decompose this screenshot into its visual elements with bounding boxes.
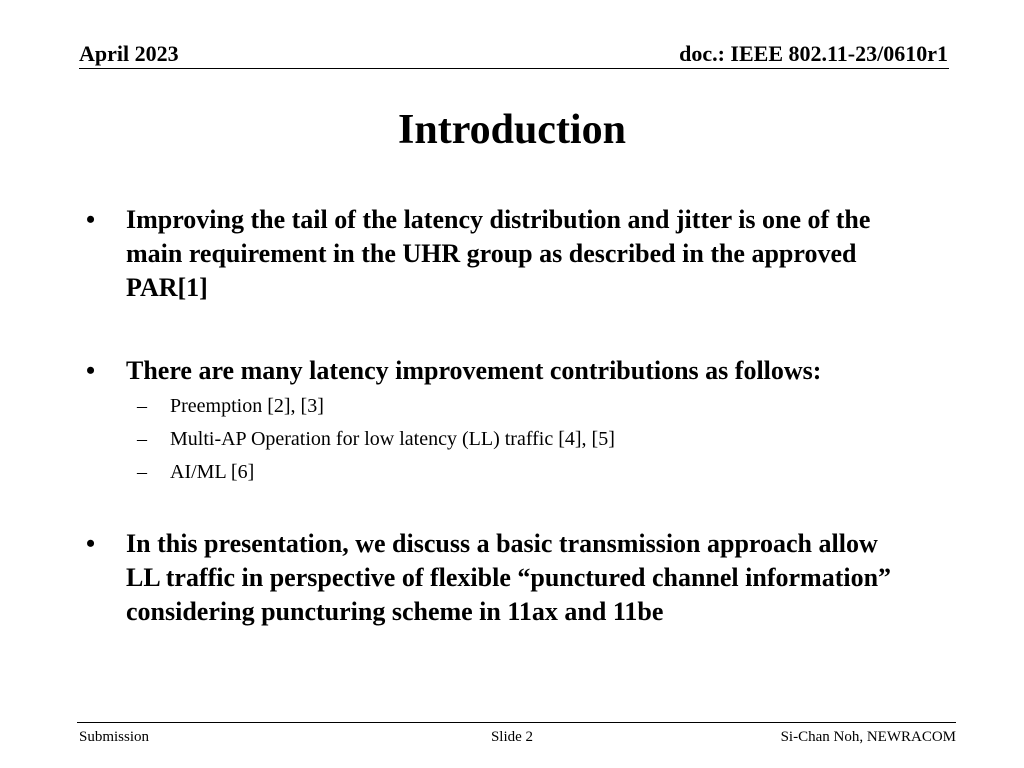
sub-item-dash: – [137, 461, 147, 483]
sub-item-dash: – [137, 428, 147, 450]
bullet-text-presentation-scope: In this presentation, we discuss a basic transmission approach allow LL traffic in perspective of flexible “punctured channel information” considering puncturing scheme in 11ax and 11be [126, 529, 892, 626]
slide-title: Introduction [398, 107, 626, 153]
bullet-text-latency-requirement: Improving the tail of the latency distribution and jitter is one of the main requirement in the UHR group as described in the approved PAR[1] [126, 205, 871, 302]
header-divider [79, 68, 949, 69]
sub-item-preemption: Preemption [2], [3] [170, 395, 324, 417]
bullet-text-contributions: There are many latency improvement contributions as follows: [126, 356, 822, 385]
footer-divider [77, 722, 956, 723]
sub-item-dash: – [137, 395, 147, 417]
bullet-marker: • [86, 529, 96, 558]
footer-slide-number: Slide 2 [490, 729, 534, 745]
footer-submission: Submission [79, 729, 150, 745]
header-doc-id: doc.: IEEE 802.11-23/0610r1 [679, 41, 948, 66]
sub-item-multi-ap: Multi-AP Operation for low latency (LL) traffic [4], [5] [170, 428, 615, 450]
bullet-marker: • [86, 356, 96, 385]
sub-item-ai-ml: AI/ML [6] [170, 461, 255, 483]
header-date: April 2023 [79, 41, 179, 66]
bullet-marker: • [86, 205, 96, 234]
footer-author: Si-Chan Noh, NEWRACOM [780, 729, 956, 745]
